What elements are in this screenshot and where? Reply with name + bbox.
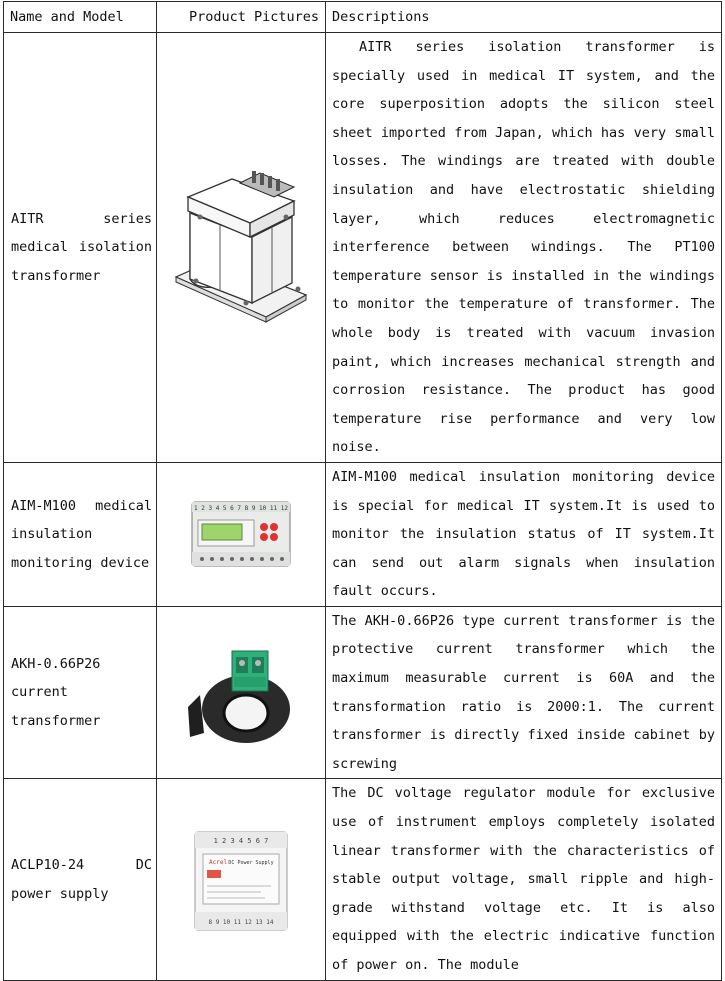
description-text: The AKH-0.66P26 type current transformer is the protective current transformer which the maximum measurable current is 60A and the transformation ratio is 2000:1. The current transformer is directly fixed inside cabinet by screwing <box>332 612 715 772</box>
description-text: The DC voltage regulator module for exclusive use of instrument employs completely isolated linear transformer with the characteristics of stable output voltage, small ripple and high-grade withstand voltage etc. It is also equipped with the electric indicative function of power on. The module <box>332 785 715 973</box>
description-text: AITR series isolation transformer is specially used in medical IT system, and the core superposition adopts the silicon steel sheet imported from Japan, which has very small losses. The windings are treated with double insulation and have electrostatic shielding layer, which reduces electromagnetic interference between windings. The PT100 temperature sensor is installed in the windings to monitor the temperature of transformer. The whole body is treated with vacuum invasion paint, which increases mechanical strength and corrosion resistance. The product has good temperature rise performance and very low noise. <box>332 39 715 456</box>
insulation-monitoring-device-image <box>186 494 296 574</box>
header-product-pictures: Product Pictures <box>157 2 326 33</box>
product-picture <box>157 606 326 779</box>
table-row <box>4 606 722 779</box>
terminal-numbers-top: 1 2 3 4 5 6 7 8 9 10 11 12 <box>194 505 288 513</box>
acrel-logo-text: Acrel <box>209 858 228 866</box>
header-name-model: Name and Model <box>4 2 157 33</box>
product-picture <box>157 462 326 606</box>
product-description <box>326 462 722 606</box>
table-row <box>4 462 722 606</box>
product-name: AITR series medical isolation transformer <box>4 33 157 463</box>
product-table <box>3 1 722 981</box>
header-row <box>4 2 722 33</box>
terminal-numbers-top: 1 2 3 4 5 6 7 <box>213 836 269 845</box>
product-description <box>326 779 722 980</box>
description-text: AIM-M100 medical insulation monitoring device is special for medical IT system.It is used to monitor the insulation status of IT system.It can send out alarm signals when insulation fault occurs. <box>332 468 715 600</box>
header-descriptions: Descriptions <box>326 2 722 33</box>
product-name: ACLP10-24 DC power supply <box>4 779 157 980</box>
product-picture <box>157 779 326 980</box>
isolation-transformer-image <box>166 167 316 327</box>
power-supply-label: DC Power Supply <box>228 859 274 866</box>
product-description <box>326 33 722 463</box>
current-transformer-image <box>182 637 300 749</box>
table-row <box>4 779 722 980</box>
product-name: AIM-M100 medical insulation monitoring device <box>4 462 157 606</box>
table-row <box>4 33 722 463</box>
product-picture <box>157 33 326 463</box>
product-description <box>326 606 722 779</box>
terminal-numbers-bottom: 8 9 10 11 12 13 14 <box>208 918 274 926</box>
dc-power-supply-image <box>191 820 291 940</box>
product-name: AKH-0.66P26 current transformer <box>4 606 157 779</box>
